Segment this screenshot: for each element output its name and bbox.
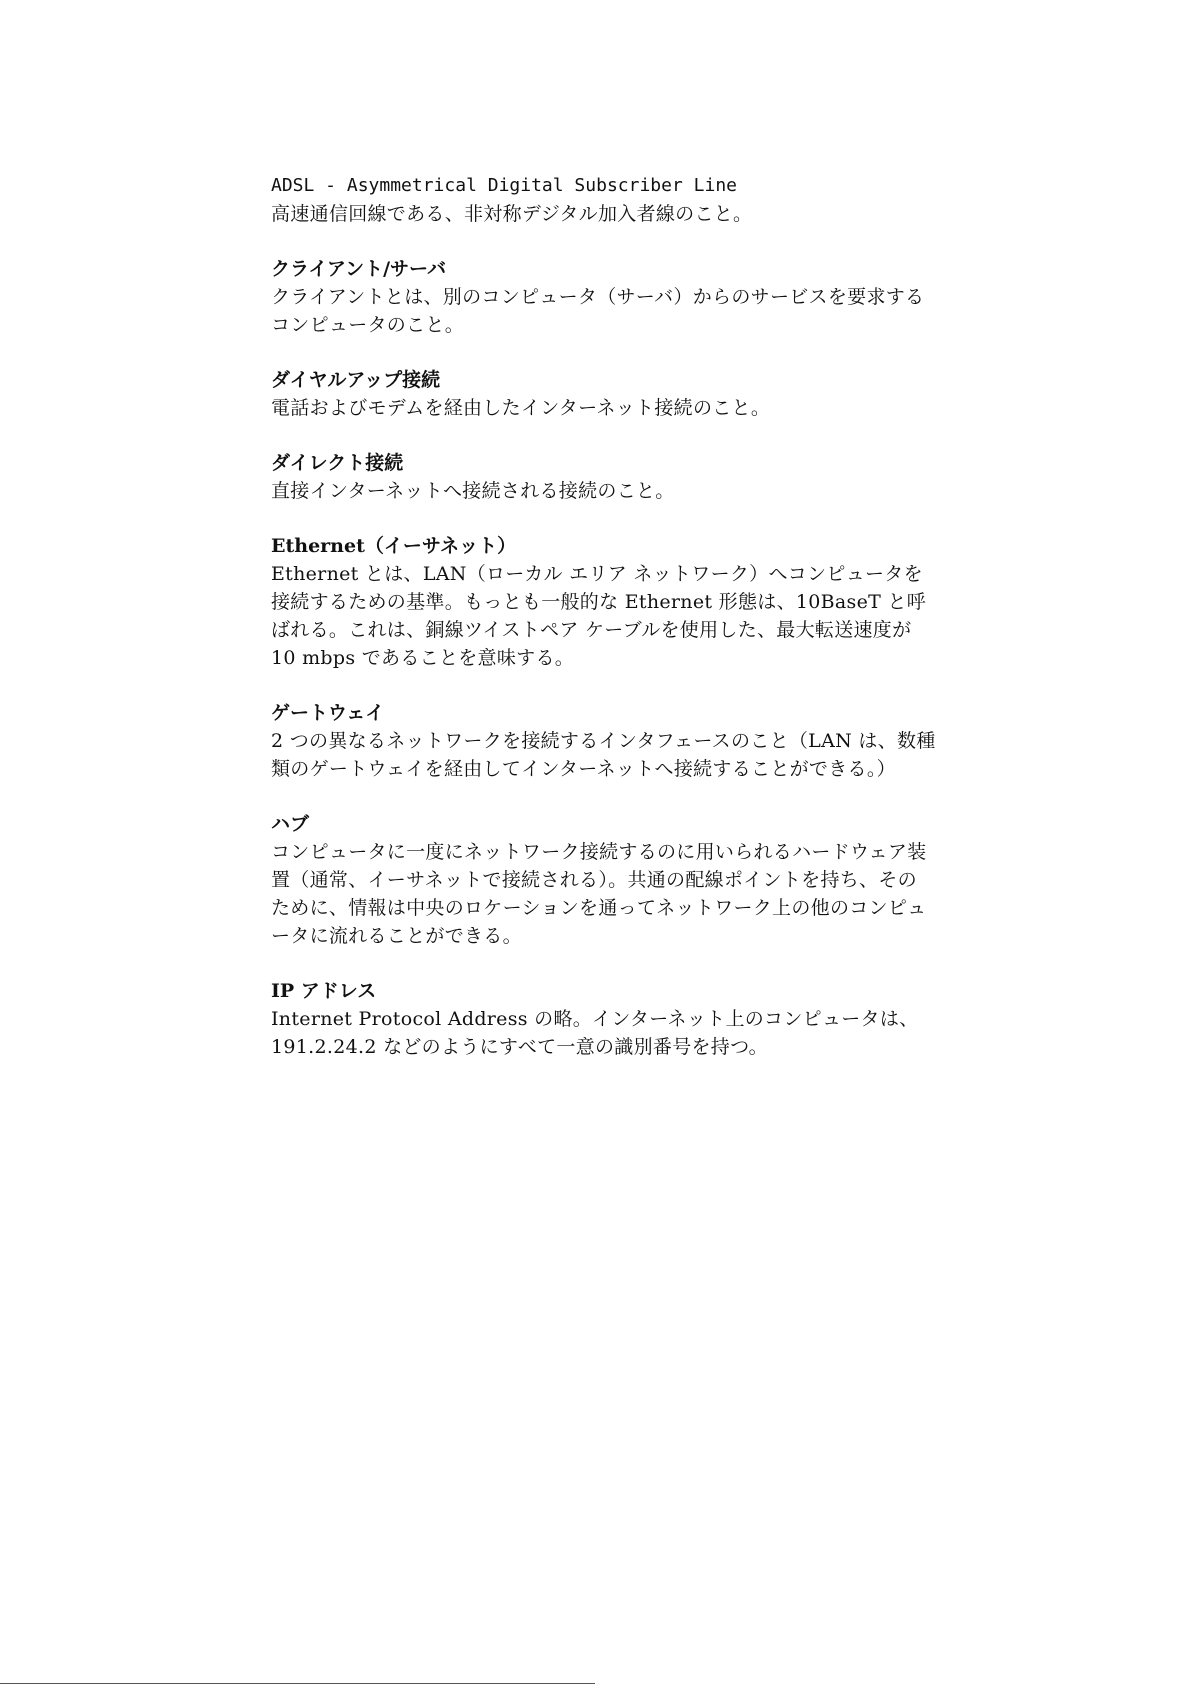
- glossary-entry-hub: [271, 810, 936, 950]
- glossary-term: ダイヤルアップ接続: [271, 369, 441, 391]
- glossary-term: Ethernet（イーサネット）: [271, 535, 517, 557]
- glossary-definition: 2 つの異なるネットワークを接続するインタフェースのこと（LAN は、数種類のゲートウェイを経由してインターネットへ接続することができる。）: [271, 730, 936, 780]
- glossary-term: ハブ: [271, 813, 310, 835]
- glossary-definition: Ethernet とは、LAN（ローカル エリア ネットワーク）へコンピュータを接続するための基準。もっとも一般的な Ethernet 形態は、10BaseT と呼ばれる。これは、銅線ツイストペア ケーブルを使用した、最大転送速度が 10 mbps であることを意味する。: [271, 563, 927, 669]
- glossary-term: ダイレクト接続: [271, 452, 404, 474]
- glossary-definition: Internet Protocol Address の略。インターネット上のコンピュータは、191.2.24.2 などのようにすべて一意の識別番号を持つ。: [271, 1008, 919, 1058]
- glossary-entry-direct: [271, 449, 936, 505]
- glossary-definition: コンピュータに一度にネットワーク接続するのに用いられるハードウェア装置（通常、イーサネットで接続される）。共通の配線ポイントを持ち、そのために、情報は中央のロケーションを通ってネットワーク上の他のコンピュータに流れることができる。: [271, 841, 927, 947]
- glossary-entry-gateway: [271, 699, 936, 783]
- glossary-term: IP アドレス: [271, 980, 377, 1002]
- glossary-definition: 高速通信回線である、非対称デジタル加入者線のこと。: [271, 203, 753, 225]
- glossary-entry-ip-address: [271, 977, 936, 1061]
- glossary-definition: 電話およびモデムを経由したインターネット接続のこと。: [271, 397, 771, 419]
- glossary-term: ADSL - Asymmetrical Digital Subscriber Line: [271, 175, 737, 196]
- glossary-definition: 直接インターネットへ接続される接続のこと。: [271, 480, 675, 502]
- glossary-page: [271, 172, 936, 1088]
- footer-divider: [0, 1683, 595, 1684]
- glossary-term: ゲートウェイ: [271, 702, 385, 724]
- glossary-entry-adsl: [271, 172, 936, 228]
- glossary-entry-ethernet: [271, 532, 936, 672]
- glossary-term: クライアント/サーバ: [271, 258, 447, 280]
- glossary-definition: クライアントとは、別のコンピュータ（サーバ）からのサービスを要求するコンピュータのこと。: [271, 286, 925, 336]
- glossary-entry-client-server: [271, 255, 936, 339]
- glossary-entry-dialup: [271, 366, 936, 422]
